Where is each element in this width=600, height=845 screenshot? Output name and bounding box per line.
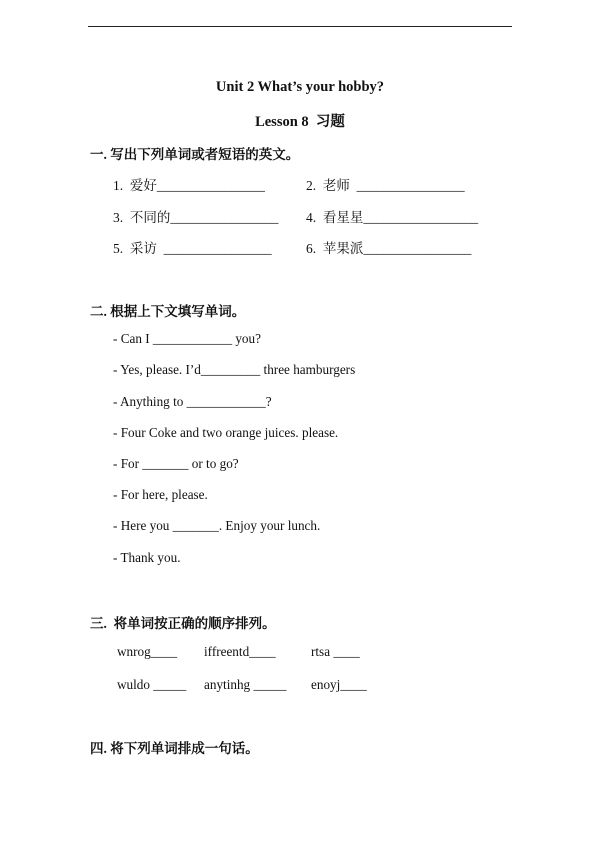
section-1-heading: 一. 写出下列单词或者短语的英文。 (90, 147, 300, 162)
scrambled-word: wuldo _____ (117, 677, 187, 692)
dialogue-line: - Here you _______. Enjoy your lunch. (113, 518, 321, 533)
vocab-item: 5. 采访 ________________ (113, 241, 272, 256)
scrambled-word: anytinhg _____ (204, 677, 287, 692)
dialogue-line: - For _______ or to go? (113, 456, 239, 471)
scrambled-word: iffreentd____ (204, 644, 276, 659)
scrambled-word: enoyj____ (311, 677, 367, 692)
vocab-item: 1. 爱好________________ (113, 178, 265, 193)
header-rule (88, 26, 512, 27)
scrambled-word: rtsa ____ (311, 644, 360, 659)
section-3-heading: 三. 将单词按正确的顺序排列。 (90, 616, 276, 631)
vocab-item: 2. 老师 ________________ (306, 178, 465, 193)
vocab-item: 4. 看星星_________________ (306, 210, 479, 225)
scrambled-word: wnrog____ (117, 644, 178, 659)
section-2-heading: 二. 根据上下文填写单词。 (90, 304, 246, 319)
vocab-item: 6. 苹果派________________ (306, 241, 472, 256)
lesson-subtitle: Lesson 8 习题 (255, 114, 345, 130)
dialogue-line: - For here, please. (113, 487, 208, 502)
section-4-heading: 四. 将下列单词排成一句话。 (90, 741, 259, 756)
vocab-item: 3. 不同的________________ (113, 210, 279, 225)
page-title: Unit 2 What’s your hobby? (215, 79, 385, 95)
dialogue-line: - Thank you. (113, 550, 181, 565)
dialogue-line: - Yes, please. I’d_________ three hamburgers (113, 362, 356, 377)
dialogue-line: - Can I ____________ you? (113, 331, 261, 346)
dialogue-line: - Four Coke and two orange juices. please. (113, 425, 339, 440)
dialogue-line: - Anything to ____________? (113, 394, 272, 409)
